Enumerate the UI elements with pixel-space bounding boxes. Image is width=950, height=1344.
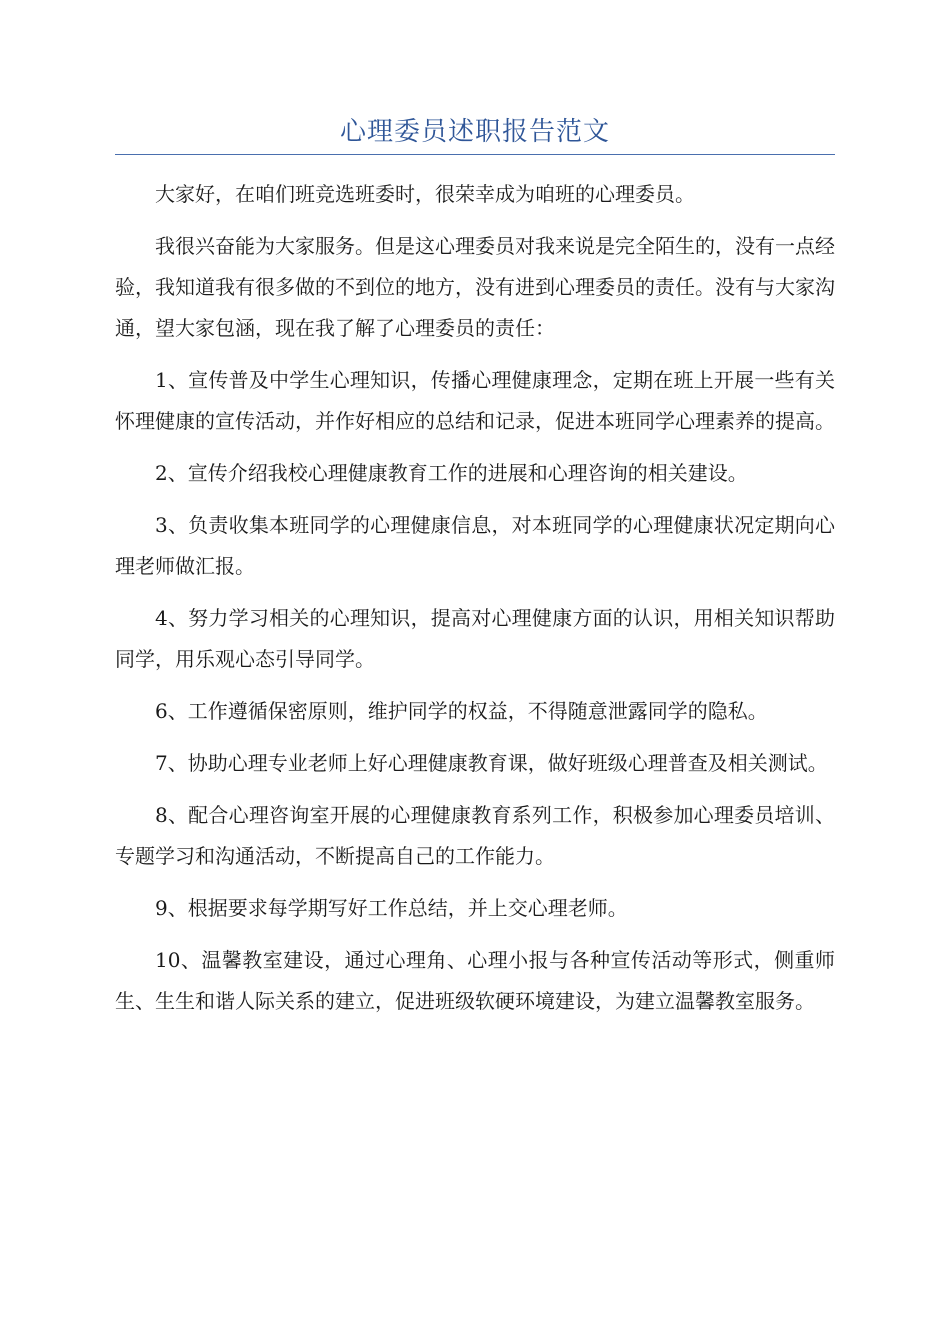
document-body bbox=[115, 174, 835, 1033]
paragraph-duty-8: 8、配合心理咨询室开展的心理健康教育系列工作，积极参加心理委员培训、专题学习和沟通活动，不断提高自己的工作能力。 bbox=[115, 803, 835, 868]
paragraph-duty-9: 9、根据要求每学期写好工作总结，并上交心理老师。 bbox=[155, 896, 628, 920]
title-underline bbox=[115, 154, 835, 155]
page-title: 心理委员述职报告范文 bbox=[339, 117, 610, 147]
paragraph-duty-1: 1、宣传普及中学生心理知识，传播心理健康理念，定期在班上开展一些有关怀理健康的宣传活动，并作好相应的总结和记录，促进本班同学心理素养的提高。 bbox=[115, 368, 835, 433]
paragraph-greeting: 大家好，在咱们班竞选班委时，很荣幸成为咱班的心理委员。 bbox=[155, 182, 695, 206]
paragraph-duty-10: 10、温馨教室建设，通过心理角、心理小报与各种宣传活动等形式，侧重师生、生生和谐人际关系的建立，促进班级软硬环境建设，为建立温馨教室服务。 bbox=[115, 948, 835, 1013]
paragraph-duty-2: 2、宣传介绍我校心理健康教育工作的进展和心理咨询的相关建设。 bbox=[155, 461, 748, 485]
paragraph-duty-7: 7、协助心理专业老师上好心理健康教育课，做好班级心理普查及相关测试。 bbox=[155, 751, 828, 775]
paragraph-duty-4: 4、努力学习相关的心理知识，提高对心理健康方面的认识，用相关知识帮助同学，用乐观心态引导同学。 bbox=[115, 606, 835, 671]
paragraph-duty-6: 6、工作遵循保密原则，维护同学的权益，不得随意泄露同学的隐私。 bbox=[155, 699, 768, 723]
paragraph-intro: 我很兴奋能为大家服务。但是这心理委员对我来说是完全陌生的，没有一点经验，我知道我有很多做的不到位的地方，没有进到心理委员的责任。没有与大家沟通，望大家包涵，现在我了解了心理委员的责任： bbox=[115, 234, 835, 340]
paragraph-duty-3: 3、负责收集本班同学的心理健康信息，对本班同学的心理健康状况定期向心理老师做汇报。 bbox=[115, 513, 835, 578]
